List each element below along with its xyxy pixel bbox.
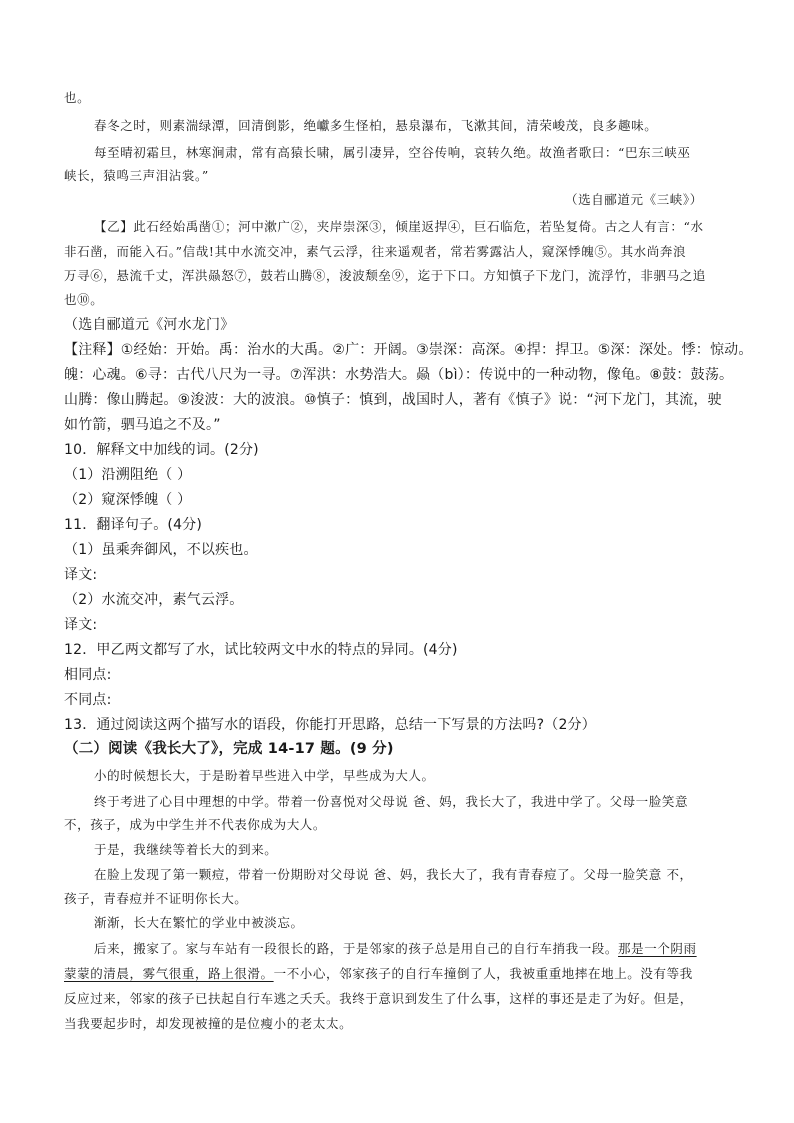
story-paragraph-2-line1: 终于考进了心目中理想的中学。带着一份喜悦对父母说 爸、妈，我长大了，我进中学了。父母一脸笑意 [94,794,689,809]
story-paragraph-6-line4: 当我要起步时，却发现被撞的是位瘦小的老太太。 [64,1016,353,1031]
question-12-diff: 不同点: [64,692,112,708]
question-10-item-2: （2）窥深悸魄（ ） [64,492,192,508]
notes-line2: 魄：心魂。⑥寻：古代八尺为一寻。⑦浑洪：水势浩大。赑（bì）：传说中的一种动物，像龟。⑧鼓：鼓荡。 [64,367,734,383]
question-11: 11．翻译句子。(4分) [64,517,203,533]
question-11-answer-2: 译文: [64,617,98,633]
story-paragraph-2-line2: 不，孩子，成为中学生并不代表你成为大人。 [64,817,327,832]
underlined-sentence-end: 蒙蒙的清晨，雾气很重，路上很滑。 [64,966,274,981]
story-paragraph-6-line3: 反应过来，邻家的孩子已扶起自行车逃之夭夭。我终于意识到发生了什么事，这样的事还是走了为好。但是， [64,991,693,1006]
story-paragraph-3: 于是，我继续等着长大的到来。 [94,842,278,857]
story-paragraph-1: 小的时候想长大，于是盼着早些进入中学，早些成为大人。 [94,768,435,783]
question-11-answer-1: 译文: [64,567,98,583]
passage-b-line3: 万寻⑥，悬流千丈，浑洪赑怒⑦，鼓若山腾⑧，浚波颓垒⑨，迄于下口。方知慎子下龙门，流浮竹，非驷马之追 [64,268,706,283]
story-paragraph-6-line1-text: 后来，搬家了。家与车站有一段很长的路，于是邻家的孩子总是用自己的自行车捎我一段。 [94,941,619,956]
question-12: 12．甲乙两文都写了水，试比较两文中水的特点的异同。(4分) [64,642,458,658]
question-12-same: 相同点: [64,667,112,683]
story-paragraph-5: 渐渐，长大在繁忙的学业中被淡忘。 [94,915,304,930]
question-13: 13．通过阅读这两个描写水的语段，你能打开思路，总结一下写景的方法吗?（2分） [64,717,596,733]
underlined-sentence-start: 那是一个阴雨 [618,941,697,956]
passage-b-source: （选自郦道元《河水龙门》 [64,317,235,333]
story-paragraph-4-line2: 孩子，青春痘并不证明你长大。 [64,891,248,906]
question-10-item-1: （1）沿溯阻绝（ ） [64,467,192,483]
passage-a-autumn-paragraph-line1: 每至晴初霜旦，林寒涧肃，常有高猿长啸，属引凄异，空谷传响，哀转久绝。故渔者歌曰：“巴东三峡巫 [94,145,691,160]
question-11-item-1: （1）虽乘奔御风，不以疾也。 [64,542,258,558]
story-paragraph-6-line2-text: 一不小心，邻家孩子的自行车撞倒了人，我被重重地摔在地上。没有等我 [273,966,693,981]
passage-b-line2: 非石凿，而能入石。”信哉!其中水流交冲，素气云浮，往来遥观者，常若雾露沾人，窥深悸魄⑤。其水尚奔浪 [64,244,687,259]
story-paragraph-6-line2 [64,968,693,981]
story-paragraph-4-line1: 在脸上发现了第一颗痘，带着一份期盼对父母说 爸、妈，我长大了，我有青春痘了。父母一脸笑意 不， [94,867,693,882]
passage-a-winter-paragraph: 春冬之时，则素湍绿潭，回清倒影，绝巘多生怪柏，悬泉瀑布，飞漱其间，清荣峻茂，良多趣味。 [94,118,658,133]
passage-a-source: （选自郦道元《三峡》） [565,192,703,207]
notes-line4: 如竹箭，驷马追之不及。” [64,417,221,433]
passage-a-autumn-paragraph-line2: 峡长，猿鸣三声泪沾裳。” [64,168,209,183]
question-10: 10．解释文中加线的词。(2分) [64,442,259,458]
notes-line3: 山腾：像山腾起。⑨浚波：大的波浪。⑩慎子：慎到，战国时人，著有《慎子》说：“河下龙门，其流，驶 [64,392,722,408]
passage-a-line-ye: 也。 [64,90,91,105]
story-paragraph-6-line1 [94,943,697,956]
notes-line1: 【注释】①经始：开始。禹：治水的大禹。②广：开阔。③崇深：高深。④捍：捍卫。⑤深：深处。悸：惊动。 [64,342,753,358]
passage-b-line1: 【乙】此石经始禹凿①；河中漱广②，夹岸崇深③，倾崖返捍④，巨石临危，若坠复倚。古之人有言：“水 [94,219,704,234]
section-2-heading: （二）阅读《我长大了》，完成 14-17 题。(9 分) [64,741,394,757]
question-11-item-2: （2）水流交冲，素气云浮。 [64,592,244,608]
passage-b-line4: 也⑩。 [64,292,104,307]
